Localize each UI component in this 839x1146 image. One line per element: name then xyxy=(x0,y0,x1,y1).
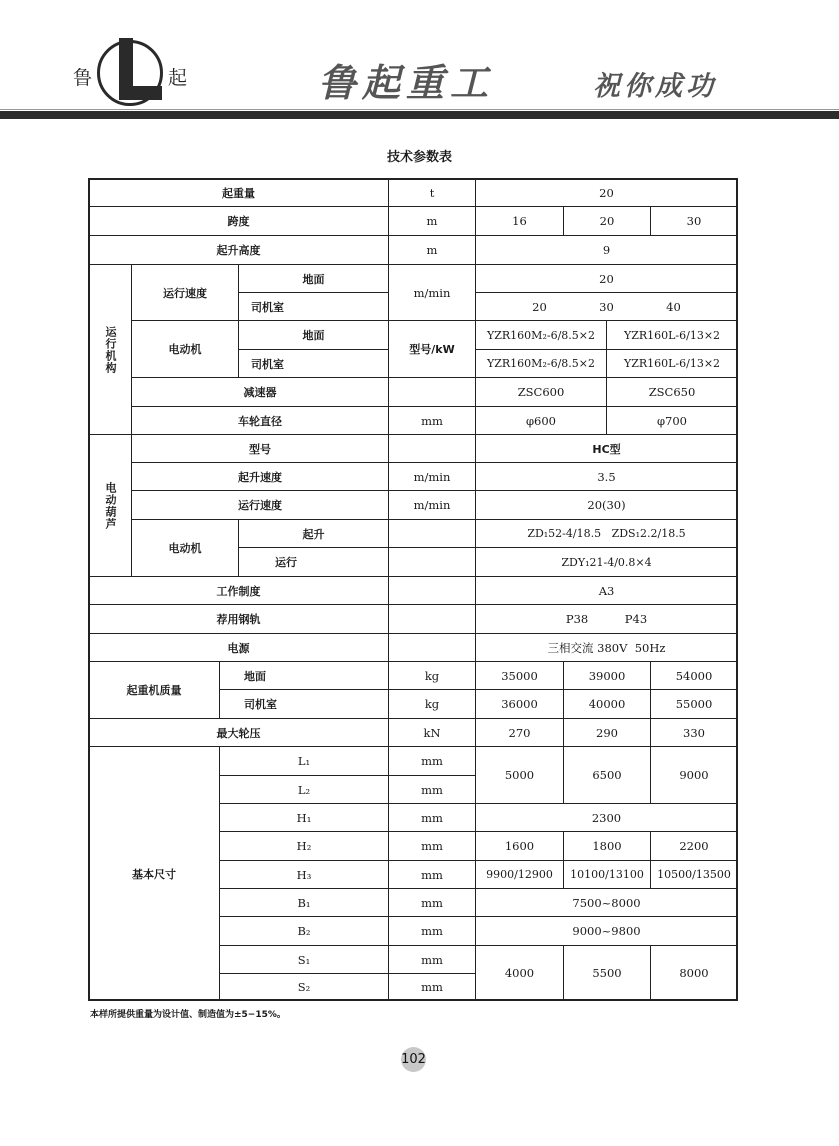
brand-name: 鲁起重工 xyxy=(318,60,495,105)
rail-label: 荐用钢轨 xyxy=(88,604,389,634)
dim-unit: mm xyxy=(388,775,476,804)
dim-label: S₂ xyxy=(219,973,389,1001)
lift-height-unit: m xyxy=(388,235,476,265)
span-value: 30 xyxy=(650,206,738,236)
page-number: 102 xyxy=(401,1047,426,1072)
dim-h2-value: 2200 xyxy=(650,831,738,861)
hoist-motor-travel-label: 运行 xyxy=(238,547,389,577)
dim-unit: mm xyxy=(388,746,476,776)
dim-unit: mm xyxy=(388,803,476,832)
hoist-motor-lift-value: ZD₁52-4/18.5 ZDS₁2.2/18.5 xyxy=(475,519,738,548)
hoist-travel-speed-unit: m/min xyxy=(388,490,476,520)
dim-l-value: 6500 xyxy=(563,746,651,804)
hoist-model-value: HC型 xyxy=(475,434,738,463)
dim-l-value: 9000 xyxy=(650,746,738,804)
table-title: 技术参数表 xyxy=(386,150,452,165)
hoist-lift-speed-label: 起升速度 xyxy=(131,462,389,491)
dim-label: H₁ xyxy=(219,803,389,832)
travel-motor-cab-label: 司机室 xyxy=(238,349,389,378)
mass-cab-value: 36000 xyxy=(475,689,564,719)
hoist-motor-label: 电动机 xyxy=(131,519,239,577)
dim-unit: mm xyxy=(388,888,476,917)
wheel-diameter-unit: mm xyxy=(388,406,476,435)
travel-speed-ground-label: 地面 xyxy=(238,264,389,293)
span-label: 跨度 xyxy=(88,206,389,236)
mass-cab-label: 司机室 xyxy=(219,689,389,719)
max-wheel-load-label: 最大轮压 xyxy=(88,718,389,747)
max-wheel-load-value: 290 xyxy=(563,718,651,747)
mass-cab-unit: kg xyxy=(388,689,476,719)
reducer-value: ZSC600 xyxy=(475,377,607,407)
hoist-motor-lift-unit xyxy=(388,519,476,548)
dim-s-value: 4000 xyxy=(475,945,564,1001)
duty-value: A3 xyxy=(475,576,738,605)
dim-s-value: 5500 xyxy=(563,945,651,1001)
reducer-unit xyxy=(388,377,476,407)
travel-motor-ground-label: 地面 xyxy=(238,320,389,350)
dim-label: B₂ xyxy=(219,916,389,946)
mass-ground-value: 54000 xyxy=(650,661,738,690)
dim-label: S₁ xyxy=(219,945,389,974)
mass-cab-value: 40000 xyxy=(563,689,651,719)
wheel-diameter-value: φ700 xyxy=(606,406,738,435)
hoist-travel-speed-value: 20(30) xyxy=(475,490,738,520)
dim-unit: mm xyxy=(388,860,476,889)
mass-cab-value: 55000 xyxy=(650,689,738,719)
header-rule-thin xyxy=(0,109,839,110)
wheel-diameter-value: φ600 xyxy=(475,406,607,435)
power-value: 三相交流 380V 50Hz xyxy=(475,633,738,662)
reducer-value: ZSC650 xyxy=(606,377,738,407)
dim-label: H₃ xyxy=(219,860,389,889)
dimensions-label: 基本尺寸 xyxy=(88,746,220,1001)
travel-speed-ground-value: 20 xyxy=(475,264,738,293)
capacity-value: 20 xyxy=(475,178,738,207)
travel-motor-cab-value: YZR160L-6/13×2 xyxy=(606,349,738,378)
footnote: 本样所提供重量为设计值、制造值为±5−15%。 xyxy=(90,1010,286,1020)
dim-label: L₂ xyxy=(219,775,389,804)
hoist-motor-travel-unit xyxy=(388,547,476,577)
travel-motor-cab-value: YZR160M₂-6/8.5×2 xyxy=(475,349,607,378)
travel-speed-label: 运行速度 xyxy=(131,264,239,321)
dim-h3-value: 10100/13100 xyxy=(563,860,651,889)
mass-ground-value: 35000 xyxy=(475,661,564,690)
travel-motor-ground-value: YZR160L-6/13×2 xyxy=(606,320,738,350)
travel-speed-cab-value: 20 xyxy=(532,299,547,314)
power-label: 电源 xyxy=(88,633,389,662)
hoist-lift-speed-unit: m/min xyxy=(388,462,476,491)
dim-unit: mm xyxy=(388,945,476,974)
power-unit xyxy=(388,633,476,662)
mass-ground-value: 39000 xyxy=(563,661,651,690)
travel-motor-unit: 型号/kW xyxy=(388,320,476,378)
travel-motor-label: 电动机 xyxy=(131,320,239,378)
capacity-unit: t xyxy=(388,178,476,207)
dim-label: L₁ xyxy=(219,746,389,776)
dim-unit: mm xyxy=(388,831,476,861)
travel-motor-ground-value: YZR160M₂-6/8.5×2 xyxy=(475,320,607,350)
logo-l-foot-icon xyxy=(119,86,162,100)
lift-height-value: 9 xyxy=(475,235,738,265)
dim-h2-value: 1600 xyxy=(475,831,564,861)
slogan: 祝你成功 xyxy=(593,71,717,102)
max-wheel-load-value: 270 xyxy=(475,718,564,747)
travel-speed-cab-values xyxy=(475,292,738,321)
hoist-travel-speed-label: 运行速度 xyxy=(131,490,389,520)
travel-speed-unit: m/min xyxy=(388,264,476,321)
max-wheel-load-unit: kN xyxy=(388,718,476,747)
travel-speed-cab-label: 司机室 xyxy=(238,292,389,321)
dim-l-value: 5000 xyxy=(475,746,564,804)
dim-s-value: 8000 xyxy=(650,945,738,1001)
reducer-label: 减速器 xyxy=(131,377,389,407)
rail-value: P38 P43 xyxy=(475,604,738,634)
lift-height-label: 起升高度 xyxy=(88,235,389,265)
mass-ground-label: 地面 xyxy=(219,661,389,690)
dim-label: H₂ xyxy=(219,831,389,861)
capacity-label: 起重量 xyxy=(88,178,389,207)
span-unit: m xyxy=(388,206,476,236)
electric-hoist-group-label: 电动葫芦 xyxy=(88,434,132,577)
rail-unit xyxy=(388,604,476,634)
page-header xyxy=(0,0,839,125)
mass-ground-unit: kg xyxy=(388,661,476,690)
duty-label: 工作制度 xyxy=(88,576,389,605)
dim-h1-value: 2300 xyxy=(475,803,738,832)
dim-unit: mm xyxy=(388,973,476,1001)
header-rule xyxy=(0,111,839,119)
hoist-model-unit xyxy=(388,434,476,463)
logo-left-char: 鲁 xyxy=(73,67,93,89)
hoist-lift-speed-value: 3.5 xyxy=(475,462,738,491)
dim-b1-value: 7500~8000 xyxy=(475,888,738,917)
travel-speed-cab-value: 40 xyxy=(666,299,681,314)
span-value: 16 xyxy=(475,206,564,236)
dim-h2-value: 1800 xyxy=(563,831,651,861)
dim-h3-value: 9900/12900 xyxy=(475,860,564,889)
span-value: 20 xyxy=(563,206,651,236)
max-wheel-load-value: 330 xyxy=(650,718,738,747)
duty-unit xyxy=(388,576,476,605)
hoist-motor-lift-label: 起升 xyxy=(238,519,389,548)
hoist-model-label: 型号 xyxy=(131,434,389,463)
wheel-diameter-label: 车轮直径 xyxy=(131,406,389,435)
logo-right-char: 起 xyxy=(168,67,188,89)
hoist-motor-travel-value: ZDY₁21-4/0.8×4 xyxy=(475,547,738,577)
dim-h3-value: 10500/13500 xyxy=(650,860,738,889)
dim-b2-value: 9000~9800 xyxy=(475,916,738,946)
travel-mechanism-group-label: 运行机构 xyxy=(88,264,132,435)
travel-speed-cab-value: 30 xyxy=(599,299,614,314)
mass-label: 起重机质量 xyxy=(88,661,220,719)
dim-unit: mm xyxy=(388,916,476,946)
dim-label: B₁ xyxy=(219,888,389,917)
